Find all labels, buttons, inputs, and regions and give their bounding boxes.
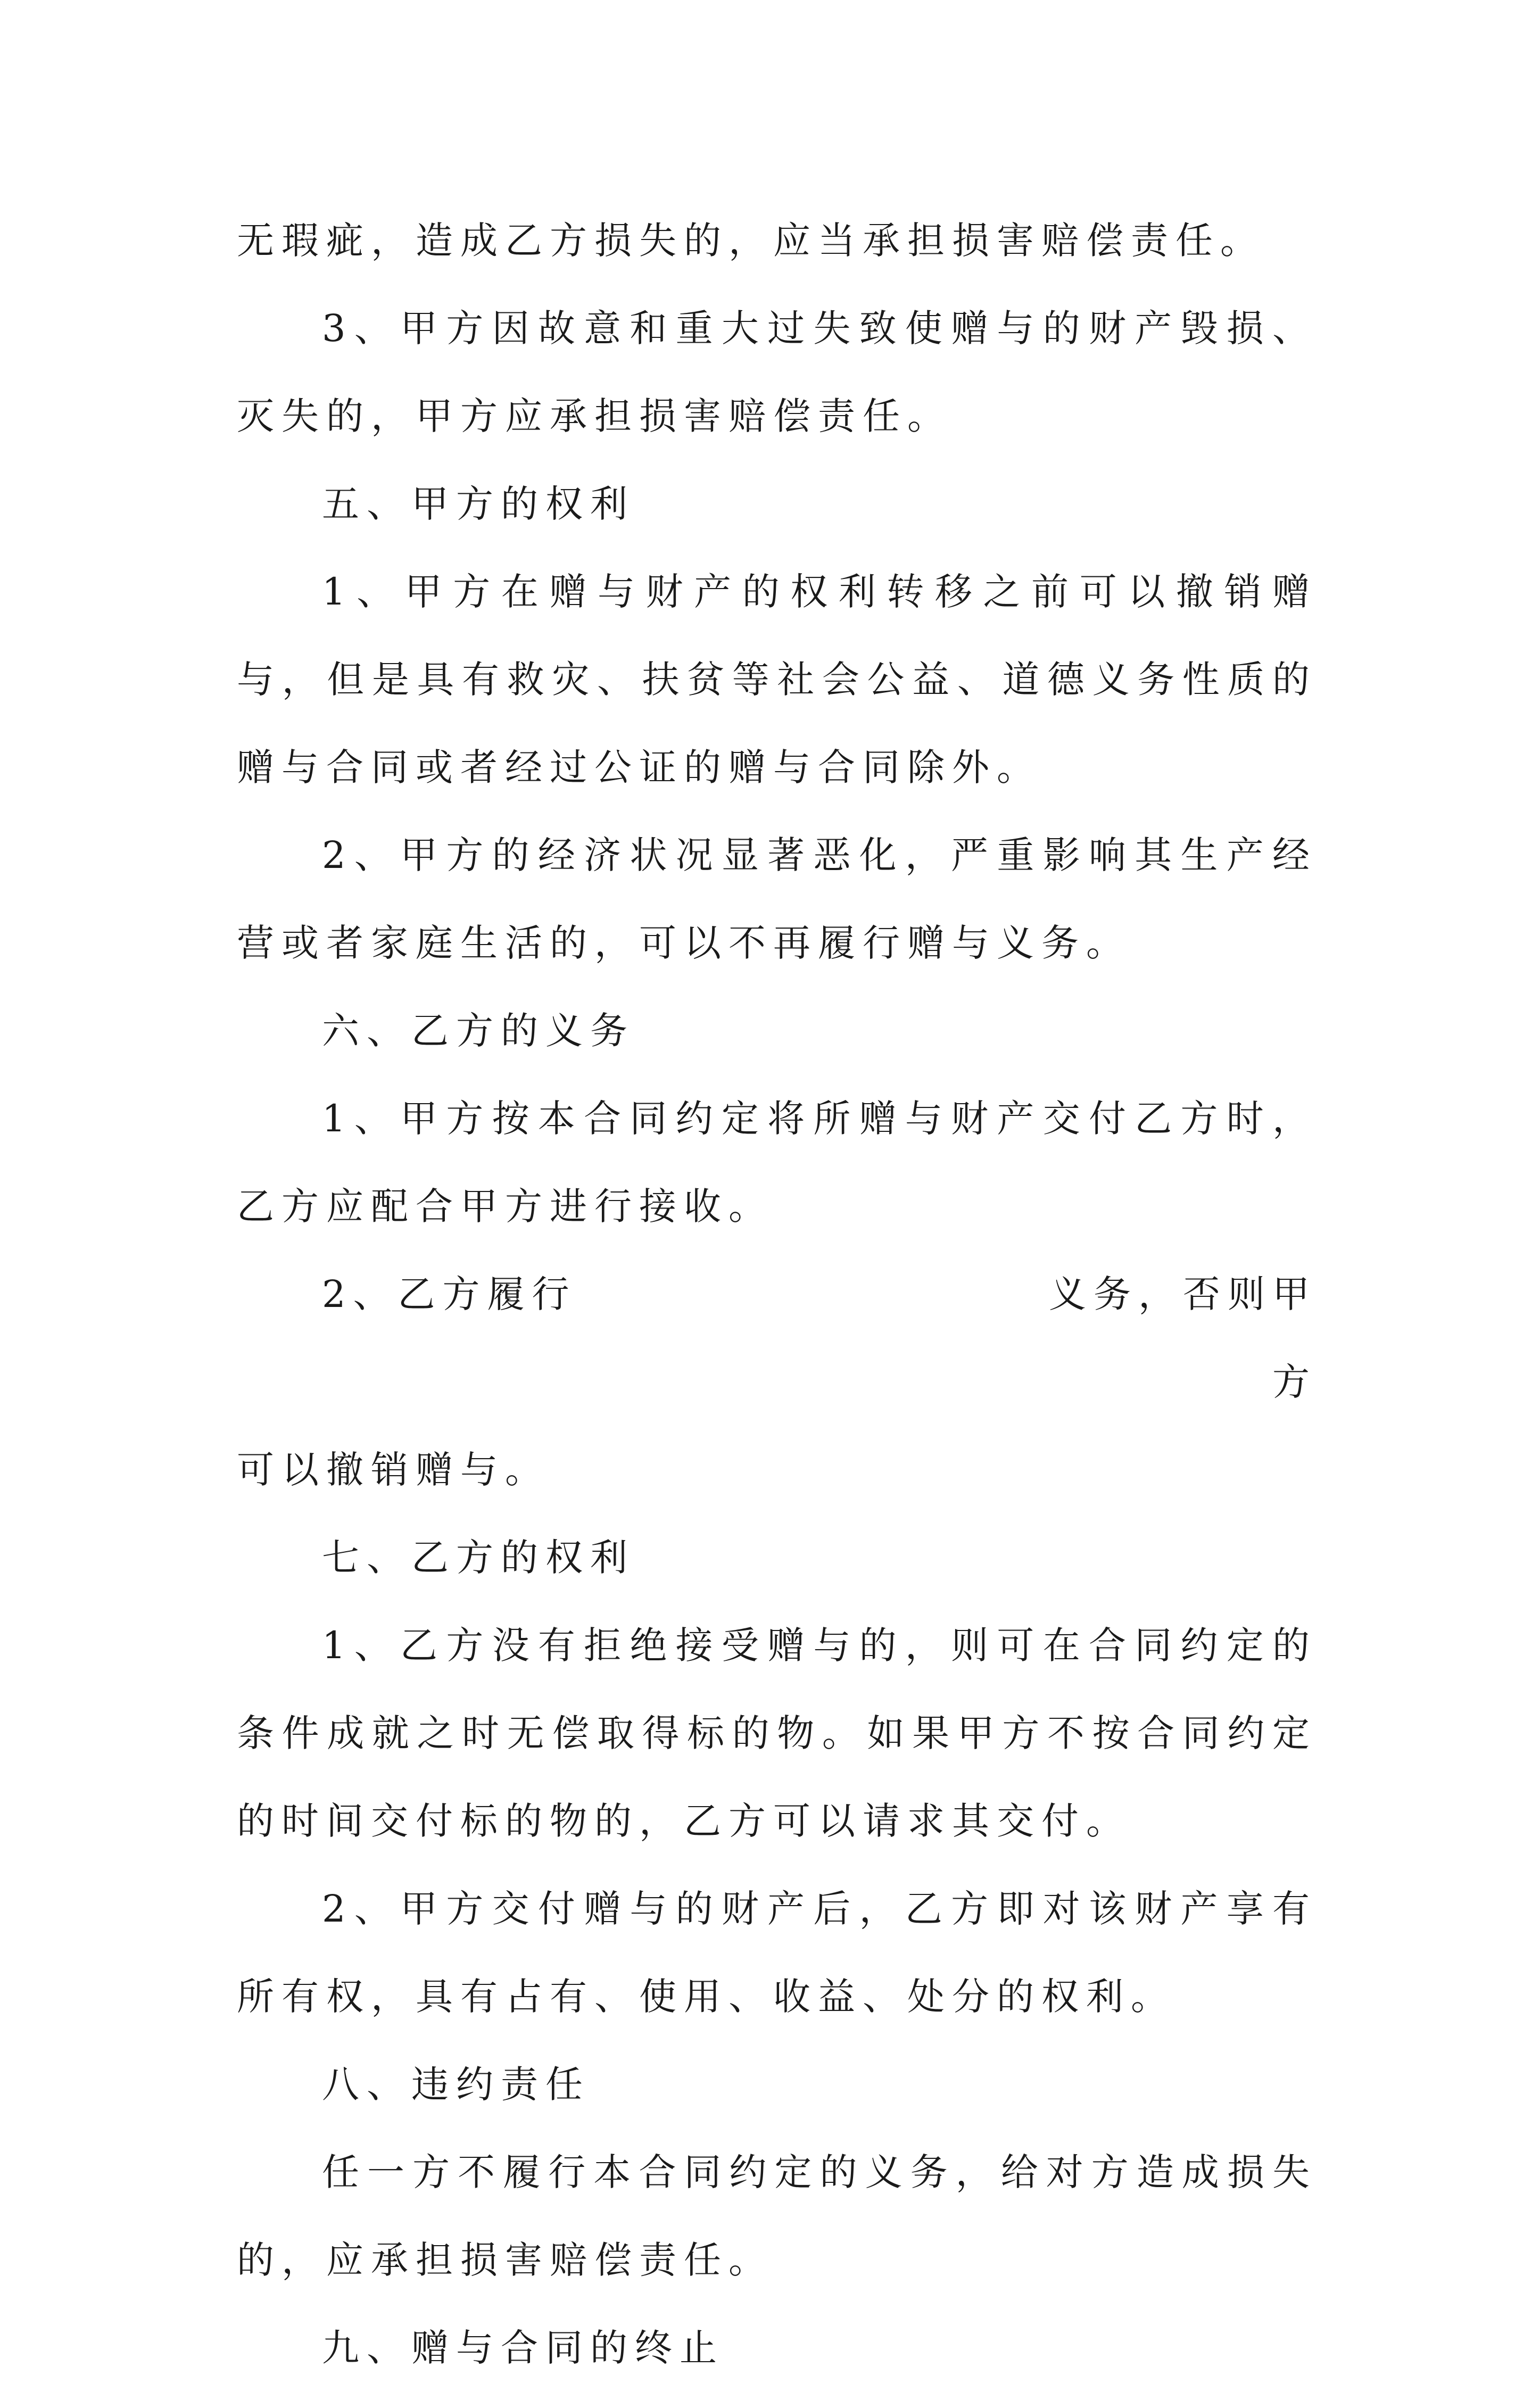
paragraph-clause-4-3: 3、甲方因故意和重大过失致使赠与的财产毁损、灭失的，甲方应承担损害赔偿责任。 (237, 307, 1317, 438)
section-heading-5: 五、甲方的权利 (322, 482, 635, 526)
section-heading-6: 六、乙方的义务 (322, 1009, 635, 1053)
section-heading-9: 九、赠与合同的终止 (322, 2326, 724, 2370)
paragraph-clause-5-2: 2、甲方的经济状况显著恶化，严重影响其生产经营或者家庭生活的，可以不再履行赠与义务。 (237, 833, 1317, 965)
paragraph-clause-6-2-line1 (237, 1251, 1317, 1426)
paragraph-clause-6-2-line2: 可以撤销赠与。 (237, 1448, 550, 1492)
clause-6-2-end: 义务，否则甲方 (1049, 1272, 1317, 1404)
paragraph-clause-5-1: 1、甲方在赠与财产的权利转移之前可以撤销赠与，但是具有救灾、扶贫等社会公益、道德义务性质的赠与合同或者经过公证的赠与合同除外。 (237, 570, 1317, 789)
paragraph-clause-6-1: 1、甲方按本合同约定将所赠与财产交付乙方时，乙方应配合甲方进行接收。 (237, 1097, 1317, 1228)
paragraph-clause-7-2: 2、甲方交付赠与的财产后，乙方即对该财产享有所有权，具有占有、使用、收益、处分的权利。 (237, 1887, 1317, 2018)
clause-6-2-start: 2、乙方履行 (322, 1272, 577, 1316)
paragraph-clause-8-1: 任一方不履行本合同约定的义务，给对方造成损失的，应承担损害赔偿责任。 (237, 2150, 1317, 2282)
document-body (237, 197, 1317, 2392)
paragraph-damage-continuation: 无瑕疵，造成乙方损失的，应当承担损害赔偿责任。 (237, 219, 1265, 262)
paragraph-clause-7-1: 1、乙方没有拒绝接受赠与的，则可在合同约定的条件成就之时无偿取得标的物。如果甲方不按合同约定的时间交付标的物的，乙方可以请求其交付。 (237, 1624, 1317, 1843)
section-heading-8: 八、违约责任 (322, 2063, 590, 2106)
section-heading-7: 七、乙方的权利 (322, 1536, 635, 1579)
